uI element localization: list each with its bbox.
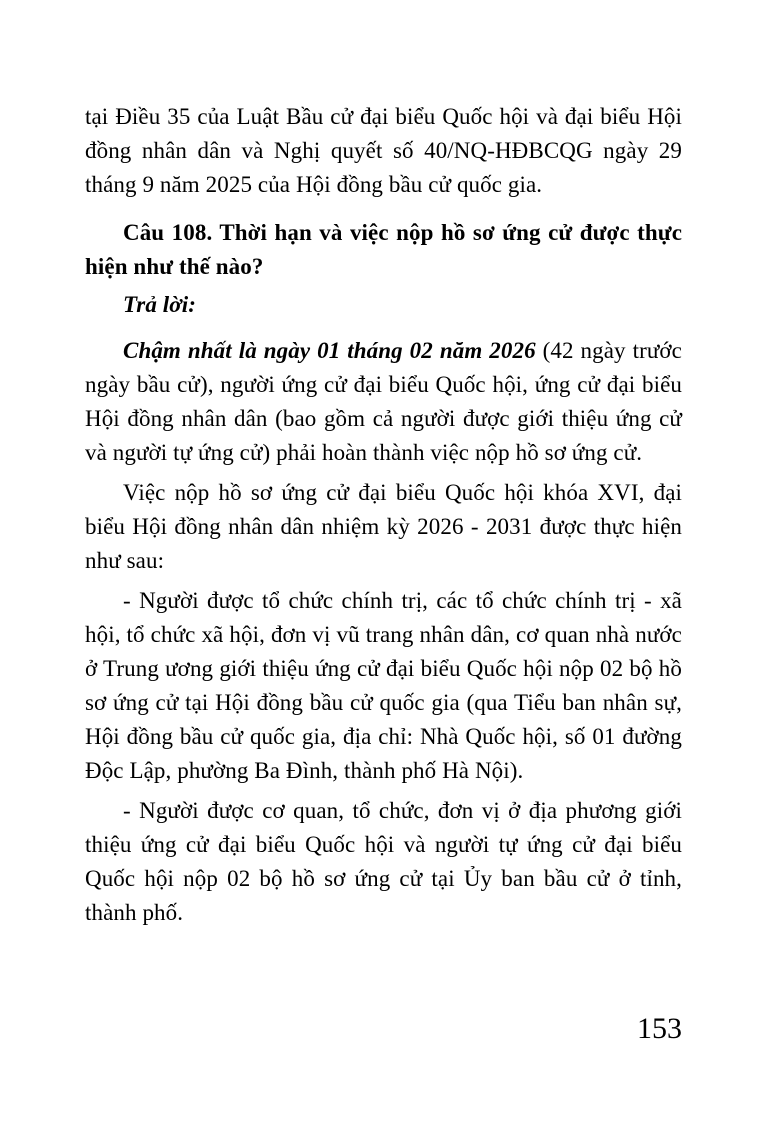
deadline-rest: (42 ngày trước ngày bầu cử), người ứng cử đại biểu Quốc hội, ứng cử đại biểu Hội đồng nhân dân (bao gồm cả người được giới thiệu ứng cử và người tự ứng cử) phải hoàn thành việc nộp hồ sơ ứng cử. [85,338,682,465]
question-heading: Câu 108. Thời hạn và việc nộp hồ sơ ứng cử được thực hiện như thế nào? [85,220,682,279]
procedure-intro-paragraph: Việc nộp hồ sơ ứng cử đại biểu Quốc hội khóa XVI, đại biểu Hội đồng nhân dân nhiệm kỳ 2026 - 2031 được thực hiện như sau: [85,480,682,573]
deadline-paragraph [85,334,682,470]
continuation-paragraph: tại Điều 35 của Luật Bầu cử đại biểu Quốc hội và đại biểu Hội đồng nhân dân và Nghị quyết số 40/NQ-HĐBCQG ngày 29 tháng 9 năm 2025 của Hội đồng bầu cử quốc gia. [85,104,682,197]
page-number: 153 [637,1012,682,1045]
text-column [85,100,682,930]
deadline-emphasis: Chậm nhất là ngày 01 tháng 02 năm 2026 [123,338,536,363]
bullet-local-paragraph: - Người được cơ quan, tổ chức, đơn vị ở địa phương giới thiệu ứng cử đại biểu Quốc hội và người tự ứng cử đại biểu Quốc hội nộp 02 bộ hồ sơ ứng cử tại Ủy ban bầu cử ở tỉnh, thành phố. [85,798,682,925]
answer-label: Trả lời: [123,292,196,317]
bullet-central-paragraph: - Người được tổ chức chính trị, các tổ chức chính trị - xã hội, tổ chức xã hội, đơn vị vũ trang nhân dân, cơ quan nhà nước ở Trung ương giới thiệu ứng cử đại biểu Quốc hội nộp 02 bộ hồ sơ ứng cử tại Hội đồng bầu cử quốc gia (qua Tiểu ban nhân sự, Hội đồng bầu cử quốc gia, địa chỉ: Nhà Quốc hội, số 01 đường Độc Lập, phường Ba Đình, thành phố Hà Nội). [85,588,682,783]
